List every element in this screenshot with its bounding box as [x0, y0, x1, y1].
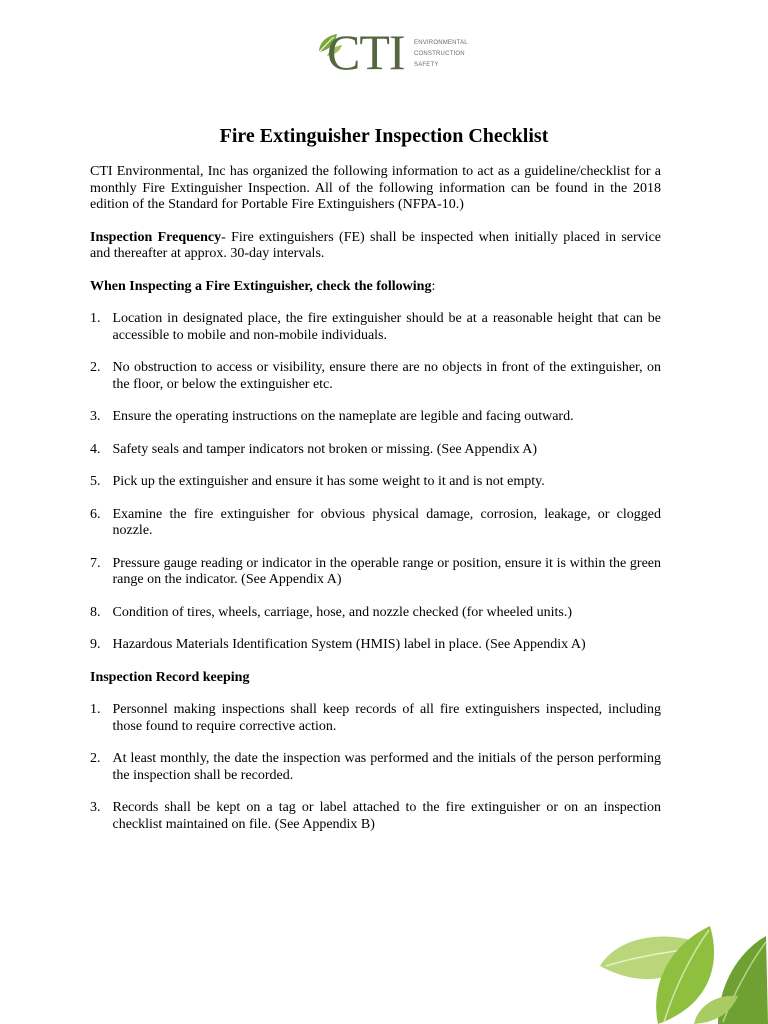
check-item: [90, 442, 661, 459]
frequency-lead: Inspection Frequency: [90, 229, 222, 245]
check-item: [90, 311, 661, 344]
check-item: [90, 507, 661, 540]
item-text: At least monthly, the date the inspection was performed and the initials of the person performing the inspection shall be recorded.: [112, 751, 661, 783]
item-number: 3.: [90, 409, 101, 424]
item-text: Ensure the operating instructions on the nameplate are legible and facing outward.: [112, 409, 574, 424]
record-heading: Inspection Record keeping: [90, 669, 250, 685]
item-text: Pick up the extinguisher and ensure it has some weight to it and is not empty.: [112, 474, 545, 489]
logo-wordmark: CTI: [327, 24, 405, 80]
record-item: [90, 751, 661, 784]
record-list: [90, 702, 661, 833]
item-number: 1.: [90, 311, 101, 326]
record-item: [90, 800, 661, 833]
check-list: [90, 311, 661, 654]
item-number: 4.: [90, 441, 101, 457]
item-number: 5.: [90, 474, 101, 489]
item-text: Records shall be kept on a tag or label attached to the fire extinguisher or on an inspection checklist maintained on file. (See Appendix B): [112, 800, 661, 832]
document-body: [90, 164, 661, 849]
record-item: [90, 702, 661, 735]
frequency-text: - Fire extinguishers (FE) shall be inspected when initially placed in service and thereafter at approx. 30-day intervals.: [90, 229, 661, 261]
item-text: No obstruction to access or visibility, ensure there are no objects in front of the extinguisher, on the floor, or below the extinguisher etc.: [112, 360, 661, 392]
item-text: Pressure gauge reading or indicator in the operable range or position, ensure it is within the green range on the indicator. (See Appendix A): [112, 555, 661, 587]
item-number: 1.: [90, 702, 101, 717]
check-item: [90, 605, 661, 622]
check-item: [90, 474, 661, 491]
check-heading-suffix: :: [431, 278, 436, 294]
item-number: 6.: [90, 506, 101, 522]
cti-logo: [315, 24, 468, 80]
decorative-leaves-icon: [598, 906, 768, 1024]
logo-tagline-line: SAFETY: [414, 62, 439, 68]
item-text: Location in designated place, the fire extinguisher should be at a reasonable height that can be accessible to mobile and non-mobile individuals.: [112, 311, 661, 343]
item-text: Examine the fire extinguisher for obvious physical damage, corrosion, leakage, or clogged nozzle.: [112, 506, 661, 538]
intro-paragraph: CTI Environmental, Inc has organized the following information to act as a guideline/checklist for a monthly Fire Extinguisher Inspection. All of the following information can be found in the 2018 edition of the Standard for Portable Fire Extinguishers (NFPA-10.): [90, 164, 661, 212]
check-heading-text: When Inspecting a Fire Extinguisher, check the following: [90, 278, 432, 294]
check-item: [90, 556, 661, 589]
item-number: 7.: [90, 555, 101, 571]
item-text: Personnel making inspections shall keep records of all fire extinguishers inspected, including those found to require corrective action.: [112, 702, 661, 734]
logo-tagline-line: CONSTRUCTION: [414, 51, 465, 57]
logo-tagline: [414, 38, 468, 71]
logo-tagline-line: ENVIRONMENTAL: [414, 40, 468, 46]
check-heading: [90, 279, 661, 296]
item-number: 8.: [90, 604, 101, 620]
item-number: 2.: [90, 360, 101, 375]
page-title: Fire Extinguisher Inspection Checklist: [219, 125, 549, 147]
item-number: 2.: [90, 751, 101, 766]
item-number: 9.: [90, 637, 101, 652]
check-item: [90, 637, 661, 654]
check-item: [90, 409, 661, 426]
item-text: Hazardous Materials Identification System (HMIS) label in place. (See Appendix A): [112, 637, 586, 652]
item-text: Safety seals and tamper indicators not broken or missing. (See Appendix A): [112, 441, 538, 457]
item-number: 3.: [90, 800, 101, 815]
frequency-paragraph: [90, 230, 661, 263]
item-text: Condition of tires, wheels, carriage, hose, and nozzle checked (for wheeled units.): [112, 604, 572, 620]
check-item: [90, 360, 661, 393]
